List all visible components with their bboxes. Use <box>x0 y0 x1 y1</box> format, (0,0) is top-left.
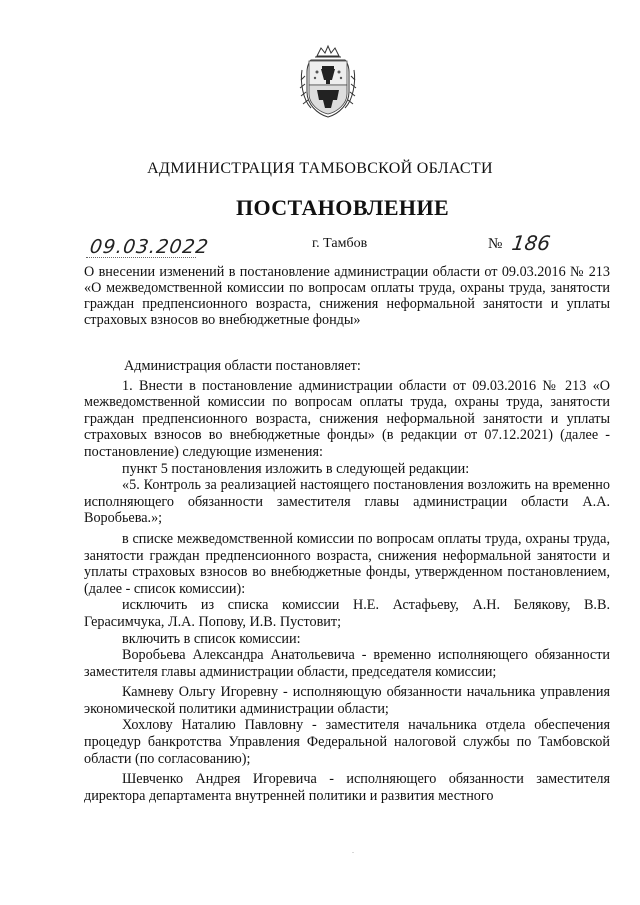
body-paragraph-6: включить в список комиссии: <box>122 630 301 647</box>
page-mark: . <box>352 846 354 855</box>
body-paragraph-10: Шевченко Андрея Игоревича - исполняющего обязанности заместителя директора департамента внутренней политики и развития местного <box>84 771 610 804</box>
organization-name: АДМИНИСТРАЦИЯ ТАМБОВСКОЙ ОБЛАСТИ <box>147 160 493 177</box>
tambov-coat-of-arms-icon <box>297 42 359 120</box>
number-sign: № <box>488 236 503 252</box>
body-paragraph-4: в списке межведомственной комиссии по вопросам оплаты труда, охраны труда, занятости граждан предпенсионного возраста, снижения неформальной занятости и уплаты страховых взносов во внебюджетные фонды, утвержденном постановлением, (далее - список комиссии): <box>84 530 610 597</box>
body-paragraph-3: «5. Контроль за реализацией настоящего постановления возложить на временно исполняющего обязанности заместителя главы администрации области А.А. Воробьева.»; <box>84 477 610 527</box>
document-date: 09.03.2022 <box>88 236 211 258</box>
body-paragraph-7: Воробьева Александра Анатольевича - временно исполняющего обязанности заместителя главы администрации области, председателя комиссии; <box>84 647 610 680</box>
document-city: г. Тамбов <box>312 236 368 251</box>
date-underline <box>86 256 196 258</box>
document-number: 186 <box>510 231 552 255</box>
body-intro: Администрация области постановляет: <box>124 358 361 374</box>
document-type: ПОСТАНОВЛЕНИЕ <box>235 195 450 220</box>
body-paragraph-1: 1. Внести в постановление администрации области от 09.03.2016 № 213 «О межведомственной комиссии по вопросам оплаты труда, охраны труда, занятости граждан предпенсионного возраста, снижения неформальной занятости и уплаты страховых взносов во внебюджетные фонды» (в редакции от 07.12.2021) (далее - постановление) следующие изменения: <box>84 377 610 460</box>
body-paragraph-2: пункт 5 постановления изложить в следующей редакции: <box>122 460 470 477</box>
body-paragraph-9: Хохлову Наталию Павловну - заместителя начальника отдела обеспечения процедур банкротства Управления Федеральной налоговой службы по Тамбовской области (по согласованию); <box>84 717 610 767</box>
document-body <box>84 358 610 804</box>
body-paragraph-5: исключить из списка комиссии Н.Е. Астафьеву, А.Н. Белякову, В.В. Герасимчука, Л.А. Попову, И.В. Пустовит; <box>84 597 610 630</box>
document-title: О внесении изменений в постановление администрации области от 09.03.2016 № 213 «О межведомственной комиссии по вопросам оплаты труда, охраны труда, занятости граждан предпенсионного возраста, снижения неформальной занятости и уплаты страховых взносов во внебюджетные фонды» <box>84 264 610 328</box>
body-paragraph-8: Камневу Ольгу Игоревну - исполняющую обязанности начальника управления экономической политики администрации области; <box>84 684 610 717</box>
